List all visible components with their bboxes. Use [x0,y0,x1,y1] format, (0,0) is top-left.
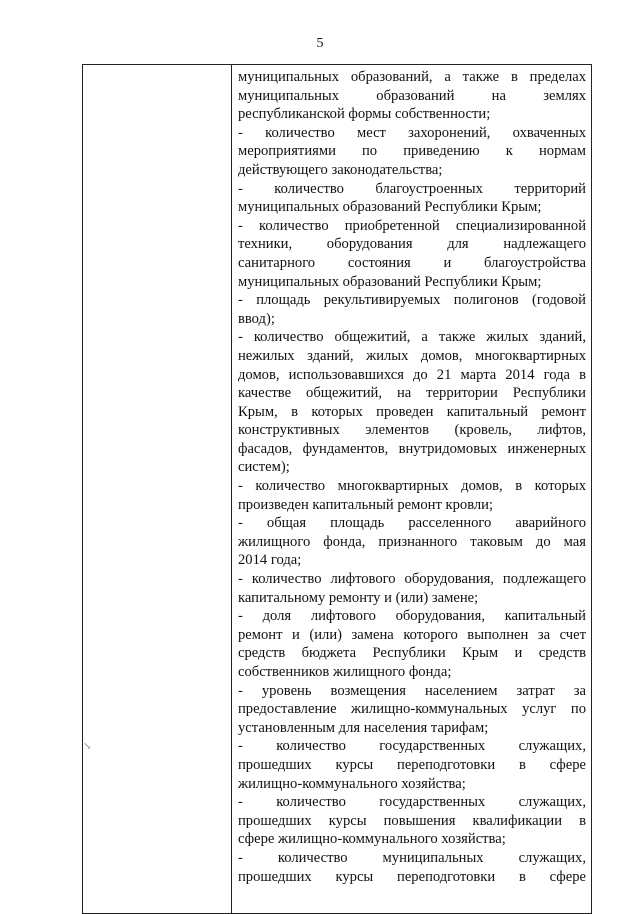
text-line: - доля лифтового оборудования, капитальный [238,608,586,625]
indicators-table [82,64,592,914]
text-line: домов, использовавшихся до 21 марта 2014 года в [238,366,586,383]
text-line: муниципальных образований Республики Крым; [238,273,542,290]
stray-mark: ↘ [83,741,92,752]
text-line: предоставление жилищно-коммунальных услуг по [238,701,586,718]
text-line: муниципальных образований, а также в пределах [238,69,586,85]
text-line: ввод); [238,310,275,327]
text-line: капитальному ремонту и (или) замене; [238,589,479,606]
text-line: - количество благоустроенных территорий [238,180,586,197]
text-line: систем); [238,459,290,476]
text-line: конструктивных элементов (кровель, лифтов, [238,422,586,439]
text-line: республиканской формы собственности; [238,106,491,123]
text-line: - количество лифтового оборудования, подлежащего [238,571,586,588]
text-line: прошедших курсы переподготовки в сфере [238,868,586,885]
text-line: муниципальных образований на землях [238,87,586,104]
text-line: прошедших курсы переподготовки в сфере [238,756,586,773]
text-line: произведен капитальный ремонт кровли; [238,496,494,513]
text-line: техники, оборудования для надлежащего [238,236,586,253]
indicators-text-cell [232,65,591,913]
text-line: действующего законодательства; [238,161,443,178]
text-line: собственников жилищного фонда; [238,664,452,680]
text-line: муниципальных образований Республики Крым; [238,199,542,216]
left-cell [83,65,232,913]
text-line: мероприятиями по приведению к нормам [238,143,586,160]
page-number: 5 [316,36,324,51]
text-line: - количество многоквартирных домов, в которых [238,478,586,495]
text-line: жилищно-коммунального хозяйства; [238,775,466,792]
text-line: - количество мест захоронений, охваченных [238,124,586,141]
text-line: жилищного фонда, признанного таковым до мая [238,533,586,550]
text-line: - площадь рекультивируемых полигонов (годовой [238,292,586,309]
text-line: - количество общежитий, а также жилых зданий, [238,329,586,346]
text-line: прошедших курсы повышения квалификации в [238,812,586,829]
text-line: санитарного состояния и благоустройства [238,254,586,271]
text-line: средств бюджета Республики Крым и средств [238,645,586,662]
text-line: 2014 года; [238,552,302,569]
text-line: сфере жилищно-коммунального хозяйства; [238,831,506,848]
text-line: качестве общежитий, на территории Республики [238,385,586,402]
text-line: ремонт и (или) замена которого выполнен за счет [238,626,586,643]
text-line: - количество государственных служащих, [238,738,586,755]
text-line: - количество государственных служащих, [238,794,586,811]
text-line: - уровень возмещения населением затрат за [238,682,586,699]
text-line: - количество муниципальных служащих, [238,849,586,866]
text-line: нежилых зданий, жилых домов, многоквартирных [238,347,586,364]
text-line: установленным для населения тарифам; [238,719,489,736]
text-line: фасадов, фундаментов, внутридомовых инженерных [238,440,586,457]
text-line: - количество приобретенной специализированной [238,217,586,234]
text-line: Крым, в которых проведен капитальный ремонт [238,403,586,420]
text-line: - общая площадь расселенного аварийного [238,515,586,532]
